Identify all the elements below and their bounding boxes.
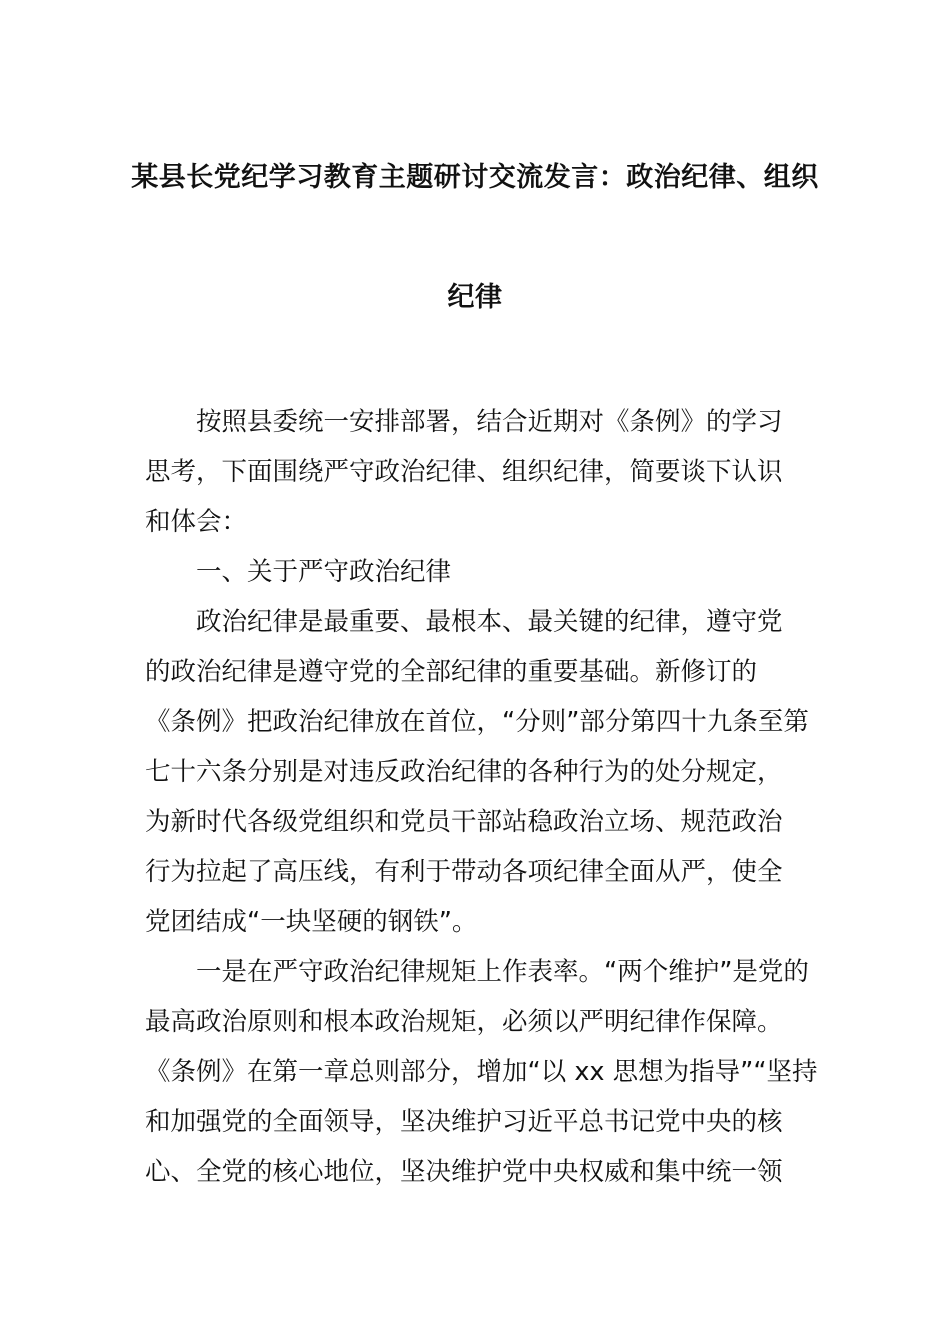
paragraph-line: 《条例》把政治纪律放在首位，“分则”部分第四十九条至第 xyxy=(145,707,809,737)
paragraph-line: 按照县委统一安排部署，结合近期对《条例》的学习 xyxy=(196,407,783,437)
paragraph-line: 《条例》在第一章总则部分，增加“以 xx 思想为指导”“坚持 xyxy=(145,1057,818,1087)
paragraph-line: 和体会： xyxy=(145,507,248,537)
paragraph-line: 政治纪律是最重要、最根本、最关键的纪律，遵守党 xyxy=(196,607,783,637)
paragraph-line: 为新时代各级党组织和党员干部站稳政治立场、规范政治 xyxy=(145,807,783,837)
section-heading: 一、关于严守政治纪律 xyxy=(196,557,452,587)
document-body xyxy=(145,404,818,1204)
paragraph-line: 最高政治原则和根本政治规矩，必须以严明纪律作保障。 xyxy=(145,1007,783,1037)
paragraph-line: 和加强党的全面领导，坚决维护习近平总书记党中央的核 xyxy=(145,1107,783,1137)
paragraph-line: 心、全党的核心地位，坚决维护党中央权威和集中统一领 xyxy=(145,1157,783,1187)
paragraph-line: 思考，下面围绕严守政治纪律、组织纪律，简要谈下认识 xyxy=(145,457,783,487)
paragraph-line: 的政治纪律是遵守党的全部纪律的重要基础。新修订的 xyxy=(145,657,758,687)
document-title-line-2: 纪律 xyxy=(447,282,503,313)
paragraph-line: 七十六条分别是对违反政治纪律的各种行为的处分规定， xyxy=(145,757,783,787)
document-title-line-1: 某县长党纪学习教育主题研讨交流发言：政治纪律、组织 xyxy=(131,162,819,193)
paragraph-line: 一是在严守政治纪律规矩上作表率。“两个维护”是党的 xyxy=(196,957,809,987)
paragraph-line: 党团结成“一块坚硬的钢铁”。 xyxy=(145,907,478,937)
paragraph-line: 行为拉起了高压线，有利于带动各项纪律全面从严，使全 xyxy=(145,857,783,887)
